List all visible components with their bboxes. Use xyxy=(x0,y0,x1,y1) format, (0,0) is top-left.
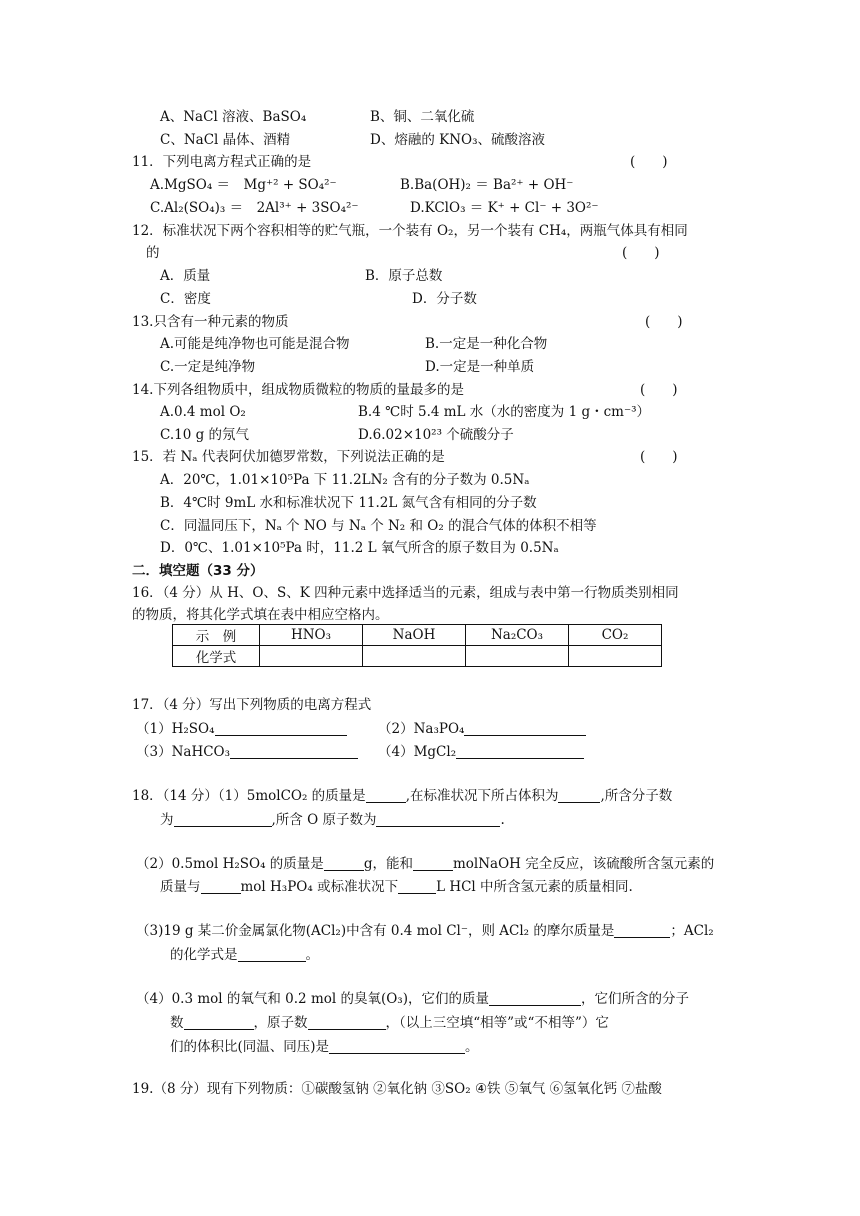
q17-part-2 xyxy=(378,720,586,738)
q18-part-4-cont2 xyxy=(170,1038,479,1056)
q12-option-a: A．质量 xyxy=(160,268,211,284)
q11-answer-paren[interactable]: ( ) xyxy=(630,154,668,170)
q12-option-b: B．原子总数 xyxy=(365,268,443,284)
answer-blank[interactable] xyxy=(174,812,272,827)
answer-cell[interactable] xyxy=(363,646,466,667)
q18-text: L HCl 中所含氢元素的质量相同. xyxy=(436,879,633,895)
q10-option-a: A、NaCl 溶液、BaSO₄ xyxy=(160,109,307,125)
answer-blank[interactable] xyxy=(464,721,586,736)
q14-option-c: C.10 g 的氖气 xyxy=(160,427,250,443)
q18-text: （4）0.3 mol 的氧气和 0.2 mol 的臭氧(O₃)，它们的质量 xyxy=(136,991,489,1007)
q17-part-4-label: （4）MgCl₂ xyxy=(378,744,457,760)
q15-option-b: B．4℃时 9mL 水和标准状况下 11.2L 氮气含有相同的分子数 xyxy=(160,495,537,511)
q18-part-4-cont xyxy=(170,1014,609,1032)
answer-blank[interactable] xyxy=(230,744,358,759)
table-cell: 示 例 xyxy=(173,625,260,646)
q18-text: ,所含分子数 xyxy=(600,788,673,804)
answer-blank[interactable] xyxy=(413,856,453,871)
answer-cell[interactable] xyxy=(260,646,363,667)
q18-text: 。 xyxy=(305,947,319,963)
answer-blank[interactable] xyxy=(558,788,600,803)
q13-option-d: D.一定是一种单质 xyxy=(425,359,535,375)
q19-stem: 19.（8 分）现有下列物质：①碳酸氢钠 ②氧化钠 ③SO₂ ④铁 ⑤氧气 ⑥氢氧化钙 ⑦盐酸 xyxy=(132,1081,662,1097)
q14-stem: 14.下列各组物质中，组成物质微粒的物质的量最多的是 xyxy=(132,382,464,398)
section-title: 二．填空题（33 分） xyxy=(132,563,264,579)
q16-line1: 16．（4 分）从 H、O、S、K 四种元素中选择适当的元素，组成与表中第一行物质类别相同 xyxy=(132,585,679,601)
q18-text: ，原子数 xyxy=(253,1015,308,1031)
answer-blank[interactable] xyxy=(308,1015,386,1030)
q18-text: 18．（14 分）（1）5molCO₂ 的质量是 xyxy=(132,788,366,804)
q13-stem: 13.只含有一种元素的物质 xyxy=(132,314,289,330)
answer-blank[interactable] xyxy=(329,1039,465,1054)
q15-answer-paren[interactable]: ( ) xyxy=(640,449,678,465)
table-cell: Na₂CO₃ xyxy=(466,625,569,646)
q17-part-2-label: （2）Na₃PO₄ xyxy=(378,721,465,737)
q14-option-a: A.0.4 mol O₂ xyxy=(160,404,246,420)
answer-blank[interactable] xyxy=(324,856,364,871)
answer-blank[interactable] xyxy=(376,812,500,827)
answer-blank[interactable] xyxy=(201,879,241,894)
q12-answer-paren[interactable]: ( ) xyxy=(622,245,660,261)
q13-option-a: A.可能是纯净物也可能是混合物 xyxy=(160,336,350,352)
q18-text: ,在标准状况下所占体积为 xyxy=(405,788,559,804)
q13-option-c: C.一定是纯净物 xyxy=(160,359,256,375)
q10-option-d: D、熔融的 KNO₃、硫酸溶液 xyxy=(370,132,545,148)
q17-part-4 xyxy=(378,743,584,761)
q14-option-b: B.4 ℃时 5.4 mL 水（水的密度为 1 g・cm⁻³） xyxy=(358,404,651,420)
answer-blank[interactable] xyxy=(614,923,670,938)
q18-text: molNaOH 完全反应，该硫酸所含氢元素的 xyxy=(452,856,715,872)
answer-blank[interactable] xyxy=(489,991,581,1006)
q17-part-1-label: （1）H₂SO₄ xyxy=(136,721,215,737)
q18-text: 数 xyxy=(170,1015,184,1031)
q18-part-2 xyxy=(136,855,714,873)
table-row xyxy=(173,625,662,646)
table-row xyxy=(173,646,662,667)
q18-text: ；ACl₂ xyxy=(670,923,714,939)
answer-blank[interactable] xyxy=(366,788,406,803)
q17-part-3-label: （3）NaHCO₃ xyxy=(136,744,231,760)
q18-text: mol H₃PO₄ 或标准状况下 xyxy=(240,879,399,895)
q12-option-d: D．分子数 xyxy=(412,291,477,307)
q13-option-b: B.一定是一种化合物 xyxy=(425,336,548,352)
q18-text: g，能和 xyxy=(363,856,413,872)
q15-option-c: C．同温同压下，Nₐ 个 NO 与 Nₐ 个 N₂ 和 O₂ 的混合气体的体积不相等 xyxy=(160,518,597,534)
q12-stem: 12．标准状况下两个容积相等的贮气瓶，一个装有 O₂，另一个装有 CH₄，两瓶气体具有相同 xyxy=(132,223,688,239)
q11-option-c: C.Al₂(SO₄)₃ ＝ 2Al³⁺ + 3SO₄²⁻ xyxy=(150,200,359,216)
q18-part-1-cont xyxy=(160,811,505,829)
q18-text: 。 xyxy=(465,1039,479,1055)
q15-option-d: D．0℃、1.01×10⁵Pa 时，11.2 L 氧气所含的原子数目为 0.5Nₐ xyxy=(160,540,559,556)
answer-blank[interactable] xyxy=(184,1015,254,1030)
q17-part-1 xyxy=(136,720,347,738)
q16-table xyxy=(172,624,662,667)
q17-title: 17．（4 分）写出下列物质的电离方程式 xyxy=(132,697,372,713)
answer-blank[interactable] xyxy=(215,721,347,736)
q18-text: 的化学式是 xyxy=(170,947,238,963)
q11-option-b: B.Ba(OH)₂ ＝ Ba²⁺ + OH⁻ xyxy=(400,177,574,193)
q17-part-3 xyxy=(136,743,358,761)
q18-text: 们的体积比(同温、同压)是 xyxy=(170,1039,330,1055)
q10-option-c: C、NaCl 晶体、酒精 xyxy=(160,132,291,148)
answer-blank[interactable] xyxy=(456,744,584,759)
q12-option-c: C．密度 xyxy=(160,291,211,307)
q18-text: 质量与 xyxy=(160,879,201,895)
answer-cell[interactable] xyxy=(569,646,662,667)
answer-blank[interactable] xyxy=(398,879,436,894)
q18-part-3-cont xyxy=(170,946,319,964)
q12-stem-cont: 的 xyxy=(146,245,160,261)
q15-option-a: A．20℃，1.01×10⁵Pa 下 11.2LN₂ 含有的分子数为 0.5Nₐ xyxy=(160,472,530,488)
q11-option-d: D.KClO₃ ＝ K⁺ + Cl⁻ + 3O²⁻ xyxy=(410,200,599,216)
answer-blank[interactable] xyxy=(238,947,306,962)
table-cell: HNO₃ xyxy=(260,625,363,646)
table-cell: 化学式 xyxy=(173,646,260,667)
q16-line2: 的物质，将其化学式填在表中相应空格内。 xyxy=(132,607,389,623)
q14-answer-paren[interactable]: ( ) xyxy=(640,382,678,398)
q14-option-d: D.6.02×10²³ 个硫酸分子 xyxy=(358,427,514,443)
q18-text: ，（以上三空填“相等”或“不相等”）它 xyxy=(385,1015,609,1031)
q18-text: 为 xyxy=(160,812,174,828)
q18-text: ,所含 O 原子数为 xyxy=(271,812,377,828)
table-cell: CO₂ xyxy=(569,625,662,646)
answer-cell[interactable] xyxy=(466,646,569,667)
q10-option-b: B、铜、二氧化硫 xyxy=(370,109,475,125)
table-cell: NaOH xyxy=(363,625,466,646)
q18-text: ，它们所含的分子 xyxy=(581,991,689,1007)
q15-stem: 15．若 Nₐ 代表阿伏加德罗常数，下列说法正确的是 xyxy=(132,449,445,465)
q13-answer-paren[interactable]: ( ) xyxy=(645,314,683,330)
q18-text: （2）0.5mol H₂SO₄ 的质量是 xyxy=(136,856,324,872)
q18-part-3 xyxy=(136,922,714,940)
q11-option-a: A.MgSO₄ ＝ Mg⁺² + SO₄²⁻ xyxy=(150,177,337,193)
q18-text: （3)19 g 某二价金属氯化物(ACl₂)中含有 0.4 mol Cl⁻，则 ACl₂ 的摩尔质量是 xyxy=(136,923,615,939)
q18-text: . xyxy=(500,812,505,828)
q18-part-2-cont xyxy=(160,878,633,896)
q11-stem: 11．下列电离方程式正确的是 xyxy=(132,154,312,170)
q18-part-1 xyxy=(132,787,672,805)
q18-part-4 xyxy=(136,990,689,1008)
